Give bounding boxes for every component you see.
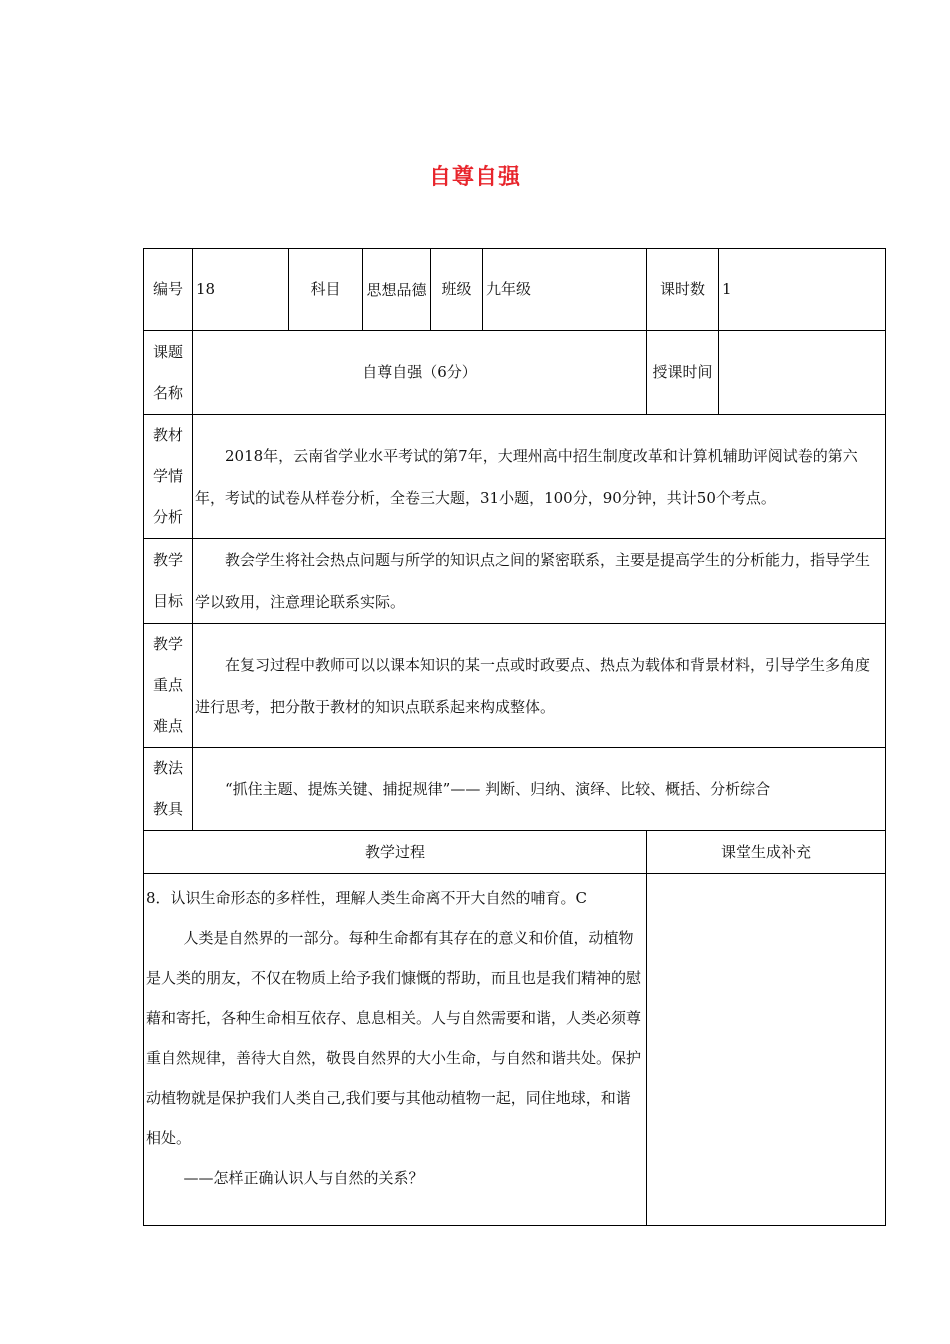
subject-label: 科目 [289, 249, 363, 331]
teaching-time-label: 授课时间 [647, 331, 719, 415]
process-header: 教学过程 [144, 831, 647, 874]
process-heading: 8．认识生命形态的多样性，理解人类生命离不开大自然的哺育。C [146, 889, 588, 907]
objectives-label: 教学目标 [144, 539, 193, 624]
key-points-label: 教学重点难点 [144, 624, 193, 748]
process-paragraph: 人类是自然界的一部分。每种生命都有其存在的意义和价值，动植物是人类的朋友，不仅在物质上给予我们慷慨的帮助，而且也是我们精神的慰藉和寄托，各种生命相互依存、息息相关。人与自然需要和谐，人类必须尊重自然规律，善待大自然，敬畏自然界的大小生命，与自然和谐共处。保护动植物就是保护我们人类自己,我们要与其他动植物一起，同住地球，和谐相处。 [146, 929, 642, 1147]
key-points-text: 在复习过程中教师可以以课本知识的某一点或时政要点、热点为载体和背景材料，引导学生多角度进行思考，把分散于教材的知识点联系起来构成整体。 [193, 624, 886, 748]
supplement-content [647, 874, 886, 1226]
class-value: 九年级 [483, 249, 647, 331]
lesson-plan-table [143, 248, 885, 1226]
hours-label: 课时数 [647, 249, 719, 331]
class-label: 班级 [431, 249, 483, 331]
subject-value: 思想品德 [363, 249, 431, 331]
topic-value: 自尊自强（6分） [193, 331, 647, 415]
teaching-time-value [719, 331, 886, 415]
analysis-label: 教材学情分析 [144, 415, 193, 539]
supplement-header: 课堂生成补充 [647, 831, 886, 874]
topic-label: 课题名称 [144, 331, 193, 415]
hours-value: 1 [719, 249, 886, 331]
process-content [144, 874, 647, 1226]
analysis-text: 2018年，云南省学业水平考试的第7年，大理州高中招生制度改革和计算机辅助评阅试卷的第六年，考试的试卷从样卷分析，全卷三大题，31小题，100分，90分钟，共计50个考点。 [193, 415, 886, 539]
methods-label: 教法教具 [144, 748, 193, 831]
methods-text: “抓住主题、提炼关键、捕捉规律”—— 判断、归纳、演绎、比较、概括、分析综合 [193, 748, 886, 831]
objectives-text: 教会学生将社会热点问题与所学的知识点之间的紧密联系，主要是提高学生的分析能力，指导学生学以致用，注意理论联系实际。 [193, 539, 886, 624]
number-label: 编号 [144, 249, 193, 331]
process-question: ——怎样正确认识人与自然的关系？ [183, 1169, 424, 1187]
page-title: 自尊自强 [428, 165, 521, 190]
number-value: 18 [193, 249, 289, 331]
